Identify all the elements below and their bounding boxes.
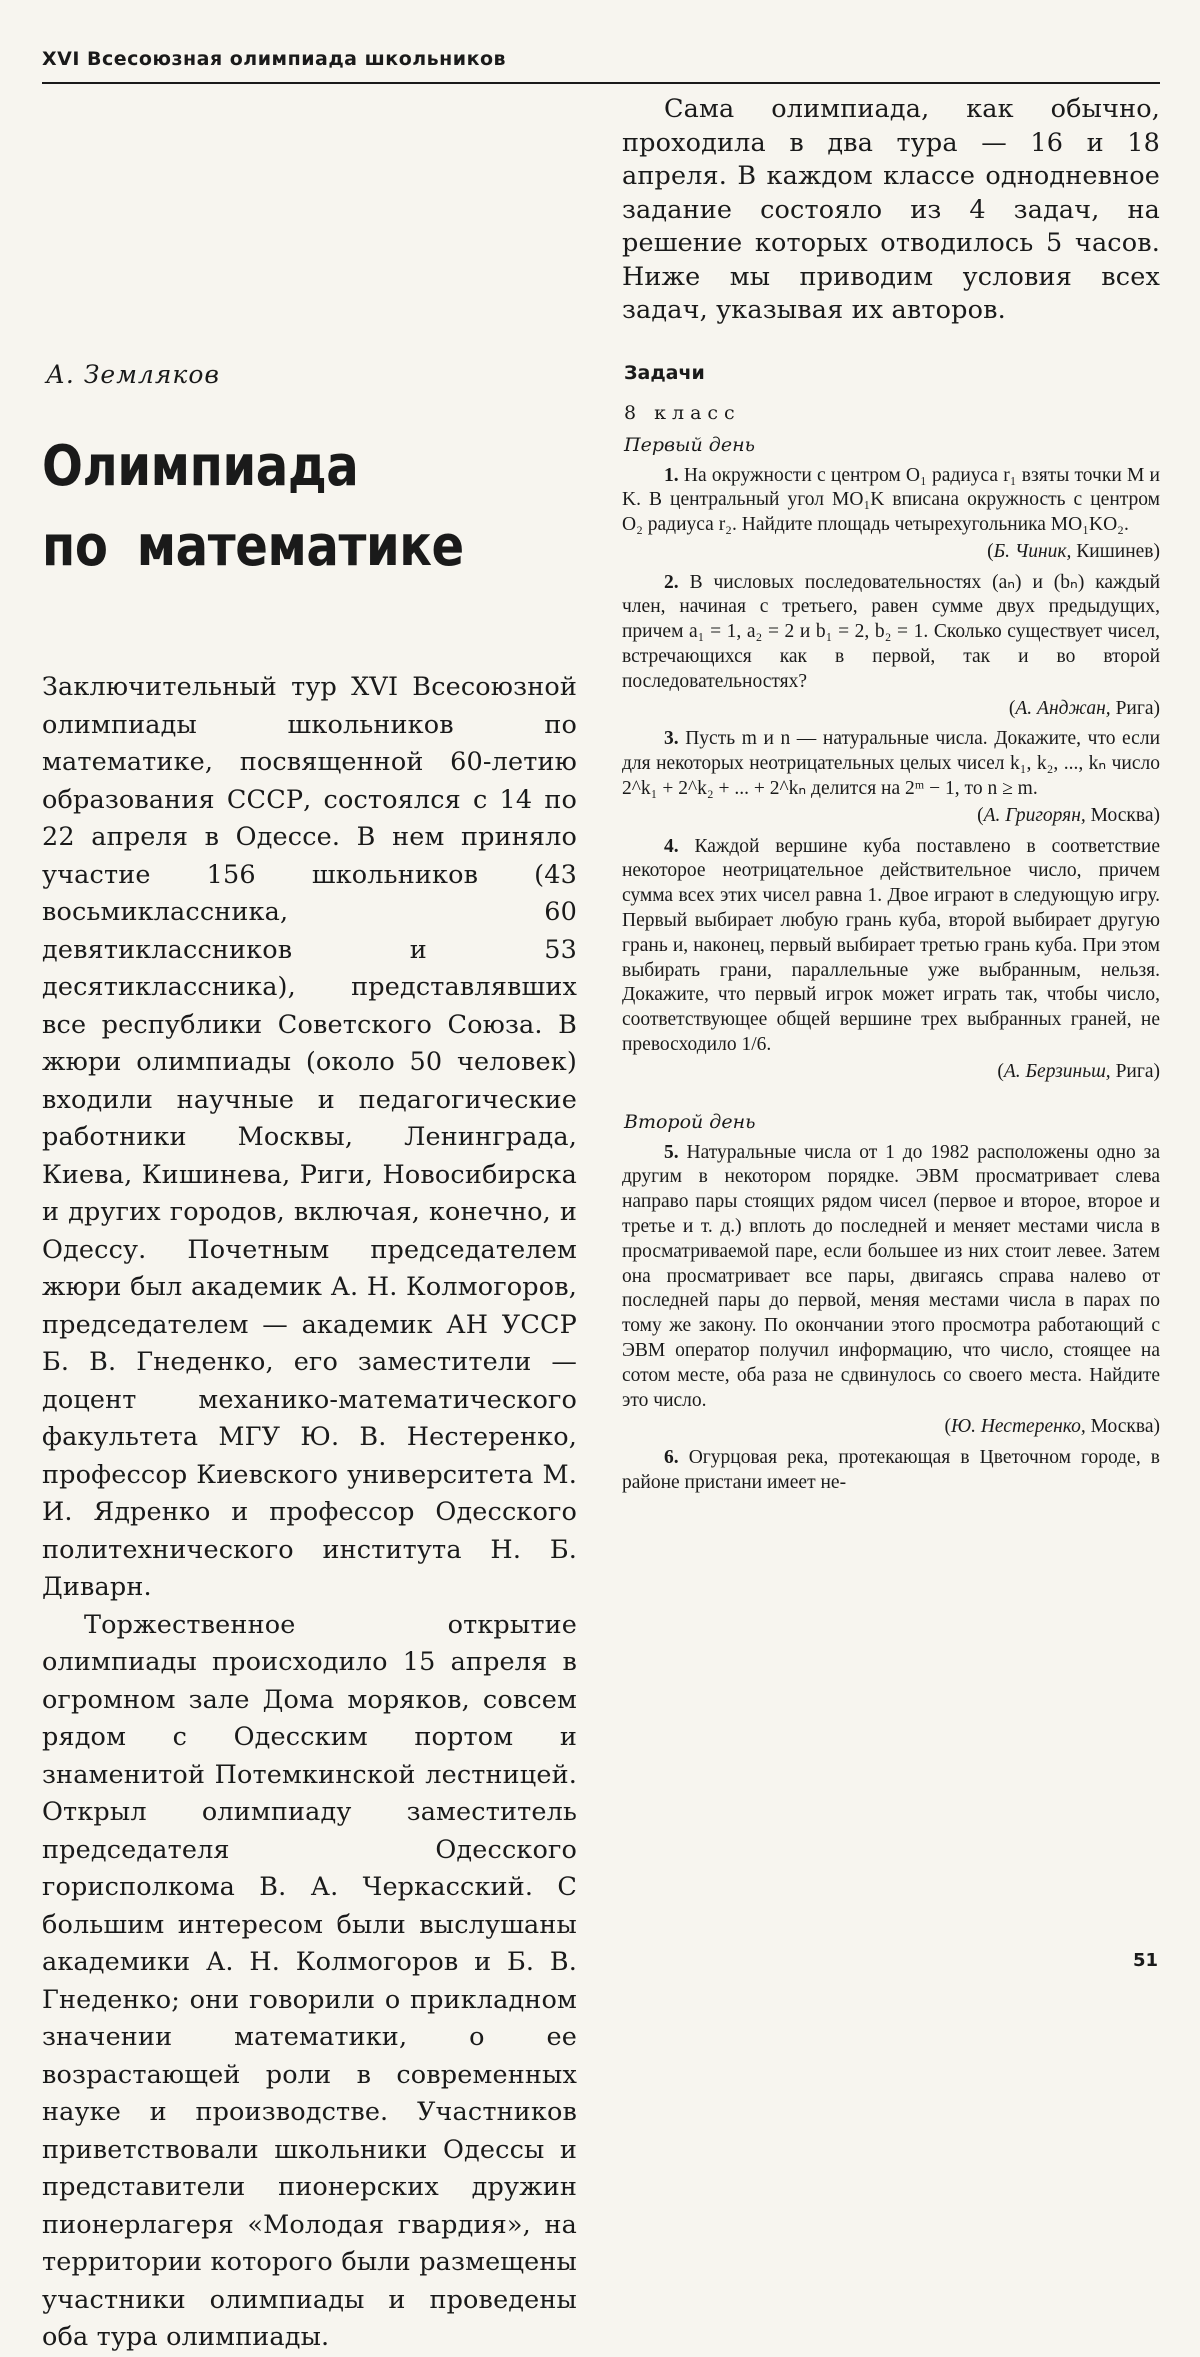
problem-2: 2. В числовых последовательностях (aₙ) и (bₙ) каждый член, начиная с третьего, равен сумме двух предыдущих, причем a₁ = 1, a₂ = 2 и b₁ = 2, b₂ = 1. Сколько существует чисел, встречающихся как в первой, так и во второй последовательностях?: [622, 571, 1161, 692]
title-line-1: Олимпиада: [42, 434, 359, 499]
problems-heading: Задачи: [624, 361, 705, 384]
header-rule: [42, 82, 1160, 84]
intro-paragraph-1: Заключительный тур XVI Всесоюзной олимпиады школьников по математике, посвященной 60-летию образования СССР, состоялся с 14 по 22 апреля в Одессе. В нем приняло участие 156 школьников (43 восьмиклассника, 60 девятиклассников и 53 десятиклассника), представлявших все республики Советского Союза. В жюри олимпиады (около 50 человек) входили научные и педагогические работники Москвы, Ленинграда, Киева, Кишинева, Риги, Новосибирска и других городов, включая, конечно, и Одессу. Почетным председателем жюри был академик А. Н. Колмогоров, председателем — академик АН УССР Б. В. Гнеденко, его заместители — доцент механико-математического факультета МГУ Ю. В. Нестеренко, профессор Киевского университета М. И. Ядренко и профессор Одесского политехнического института Н. Б. Диварн.: [42, 672, 577, 1602]
problem-6: 6. Огурцовая река, протекающая в Цветочном городе, в районе пристани имеет не-: [622, 1447, 1160, 1493]
day-1-label: Первый день: [624, 433, 755, 456]
problem-2-author: (А. Анджан, Рига): [1008, 697, 1160, 719]
problem-3: 3. Пусть m и n — натуральные числа. Докажите, что если для некоторых неотрицательных целых чисел k₁, k₂, ..., kₙ число 2^k₁ + 2^k₂ + ... + 2^kₙ делится на 2ᵐ − 1, то n ≥ m.: [622, 728, 1161, 800]
intro-paragraph-2: Торжественное открытие олимпиады происходило 15 апреля в огромном зале Дома моряков, совсем рядом с Одесским портом и знаменитой Потемкинской лестницей. Открыл олимпиаду заместитель председателя Одесского горисполкома В. А. Черкасский. С большим интересом были выслушаны академики А. Н. Колмогоров и Б. В. Гнеденко; они говорили о прикладном значении математики, о ее возрастающей роли в современных науке и производстве. Участников приветствовали школьники Одессы и представители пионерских дружин пионерлагеря «Молодая гвардия», на территории которого были размещены участники олимпиады и проведены оба тура олимпиады.: [42, 1609, 577, 2352]
intro-text-left: [42, 669, 577, 2357]
article-title: [42, 427, 502, 587]
title-word-matematike: математике: [136, 514, 464, 579]
article-author: А. Земляков: [46, 360, 220, 389]
problem-1-author: (Б. Чиник, Кишинев): [987, 540, 1160, 562]
left-column: [42, 360, 577, 2357]
problem-3-author: (А. Григорян, Москва): [977, 804, 1160, 826]
problem-4: 4. Каждой вершине куба поставлено в соответствие некоторое неотрицательное действительное число, причем сумма всех этих чисел равна 1. Двое играют в следующую игру. Первый выбирает любую грань куба, второй выбирает другую грань и, наконец, первый выбирает третью грань куба. При этом выбирать грани, параллельные уже выбранным, нельзя. Докажите, что первый игрок может играть так, чтобы число, соответствующее общей вершине трех выбранных граней, не превосходило 1/6.: [622, 835, 1160, 1056]
day-2-label: Второй день: [624, 1110, 756, 1133]
problem-5: 5. Натуральные числа от 1 до 1982 расположены одно за другим в некотором порядке. ЭВМ просматривает слева направо пары стоящих рядом чисел (первое и второе, второе и третье и т. д.) вплоть до последней и меняет местами числа в просматриваемой паре, если большее из них стоит левее. Затем она просматривает все пары, двигаясь справа налево от последней пары до первой, меняя местами числа в парах по тому же закону. По окончании этого просмотра работающий с ЭВМ оператор получил информацию, что число, стоящее на сотом месте, оба раза не сдвинулось со своего места. Найдите это число.: [622, 1141, 1161, 1411]
grade-label: 8 класс: [624, 401, 741, 424]
intro-paragraph-3: Сама олимпиада, как обычно, проходила в два тура — 16 и 18 апреля. В каждом классе однодневное задание состояло из 4 задач, на решение которых отводилось 5 часов. Ниже мы приводим условия всех задач, указывая их авторов.: [622, 94, 1160, 325]
title-word-po: по: [42, 514, 108, 579]
right-column: [622, 93, 1160, 1496]
title-line-2: [42, 507, 502, 587]
problem-1: 1. На окружности с центром O₁ радиуса r₁ взяты точки M и K. В центральный угол MO₁K вписана окружность с центром O₂ радиуса r₂. Найдите площадь четырехугольника MO₁KO₂.: [622, 464, 1160, 536]
intro-text-right: [622, 93, 1160, 328]
page-number: 51: [1132, 1950, 1158, 1971]
running-title: XVI Всесоюзная олимпиада школьников: [42, 48, 507, 70]
problem-5-author: (Ю. Нестеренко, Москва): [944, 1416, 1160, 1438]
problem-4-author: (А. Берзиньш, Рига): [997, 1060, 1160, 1082]
